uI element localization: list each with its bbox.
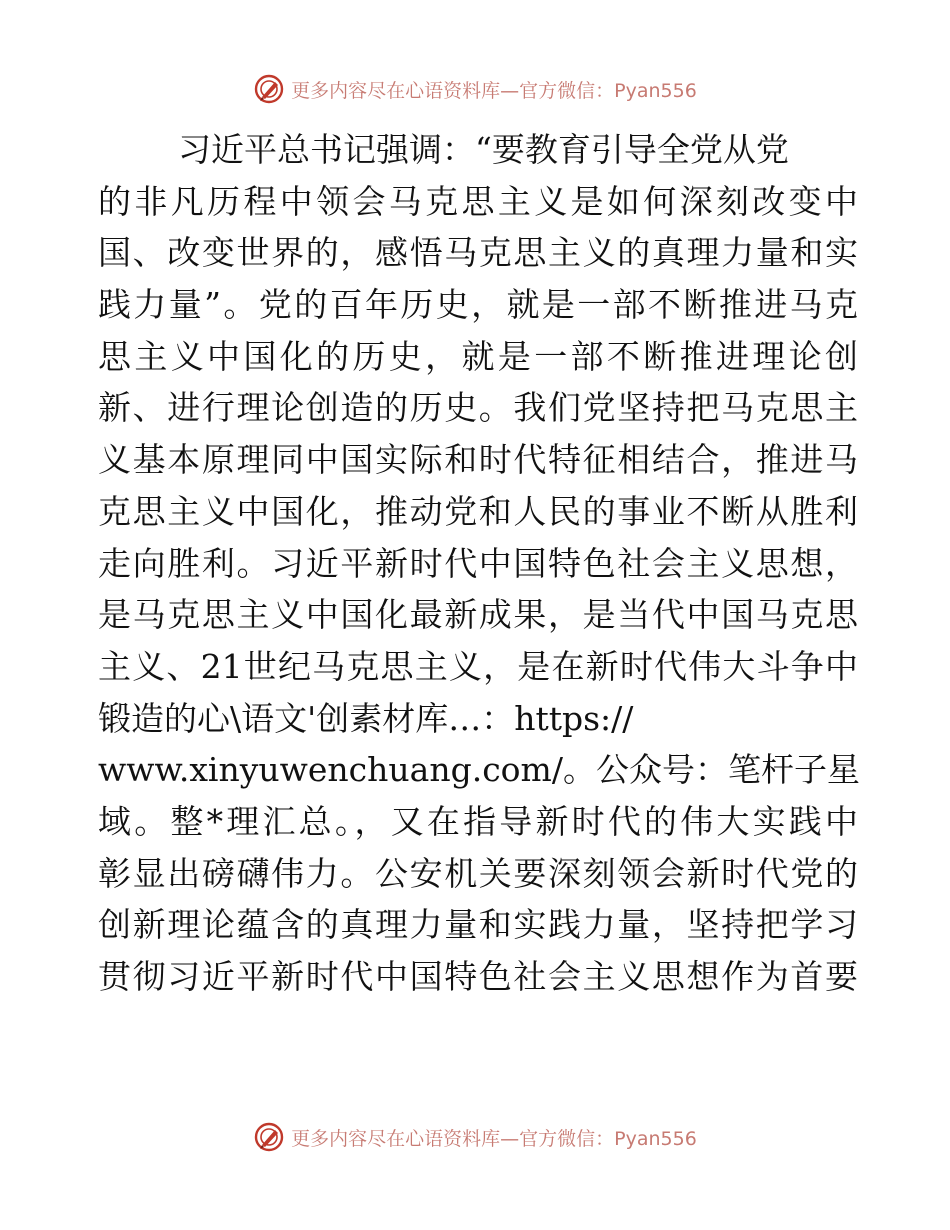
- pen-logo-icon: [253, 73, 285, 105]
- text-line: 践力量”。党的百年历史，就是一部不断推进马克: [98, 285, 858, 325]
- text-line: 域。整*理汇总。，又在指导新时代的伟大实践中: [98, 801, 858, 841]
- text-line: 思主义中国化的历史，就是一部不断推进理论创: [98, 336, 858, 376]
- text-line: 走向胜利。习近平新时代中国特色社会主义思想，: [98, 543, 858, 583]
- pen-logo-icon: [253, 1121, 285, 1153]
- text-line: 创新理论蕴含的真理力量和实践力量，坚持把学习: [98, 905, 858, 945]
- header-watermark: [0, 72, 950, 106]
- watermark-text: 更多内容尽在心语资料库—官方微信：Pyan556: [291, 79, 697, 102]
- footer-watermark: [0, 1120, 950, 1154]
- body-text: [98, 124, 858, 1003]
- text-line: 新、进行理论创造的历史。我们党坚持把马克思主: [98, 388, 858, 428]
- text-line: 是马克思主义中国化最新成果，是当代中国马克思: [98, 595, 858, 635]
- text-line: 彰显出磅礴伟力。公安机关要深刻领会新时代党的: [98, 853, 858, 893]
- text-line: www.xinyuwenchuang.com/。公众号：笔杆子星: [98, 750, 860, 790]
- text-line: 习近平总书记强调：“要教育引导全党从党: [178, 130, 789, 169]
- text-line: 锻造的心\语文'创素材库…：https://: [98, 698, 634, 738]
- text-line: 贯彻习近平新时代中国特色社会主义思想作为首要: [98, 957, 858, 996]
- watermark-text: 更多内容尽在心语资料库—官方微信：Pyan556: [291, 1127, 697, 1150]
- text-line: 主义、21世纪马克思主义，是在新时代伟大斗争中: [98, 646, 858, 686]
- text-line: 义基本原理同中国实际和时代特征相结合，推进马: [98, 440, 858, 480]
- text-line: 国、改变世界的，感悟马克思主义的真理力量和实: [98, 233, 858, 273]
- text-line: 的非凡历程中领会马克思主义是如何深刻改变中: [98, 181, 858, 221]
- text-line: 克思主义中国化，推动党和人民的事业不断从胜利: [98, 491, 858, 531]
